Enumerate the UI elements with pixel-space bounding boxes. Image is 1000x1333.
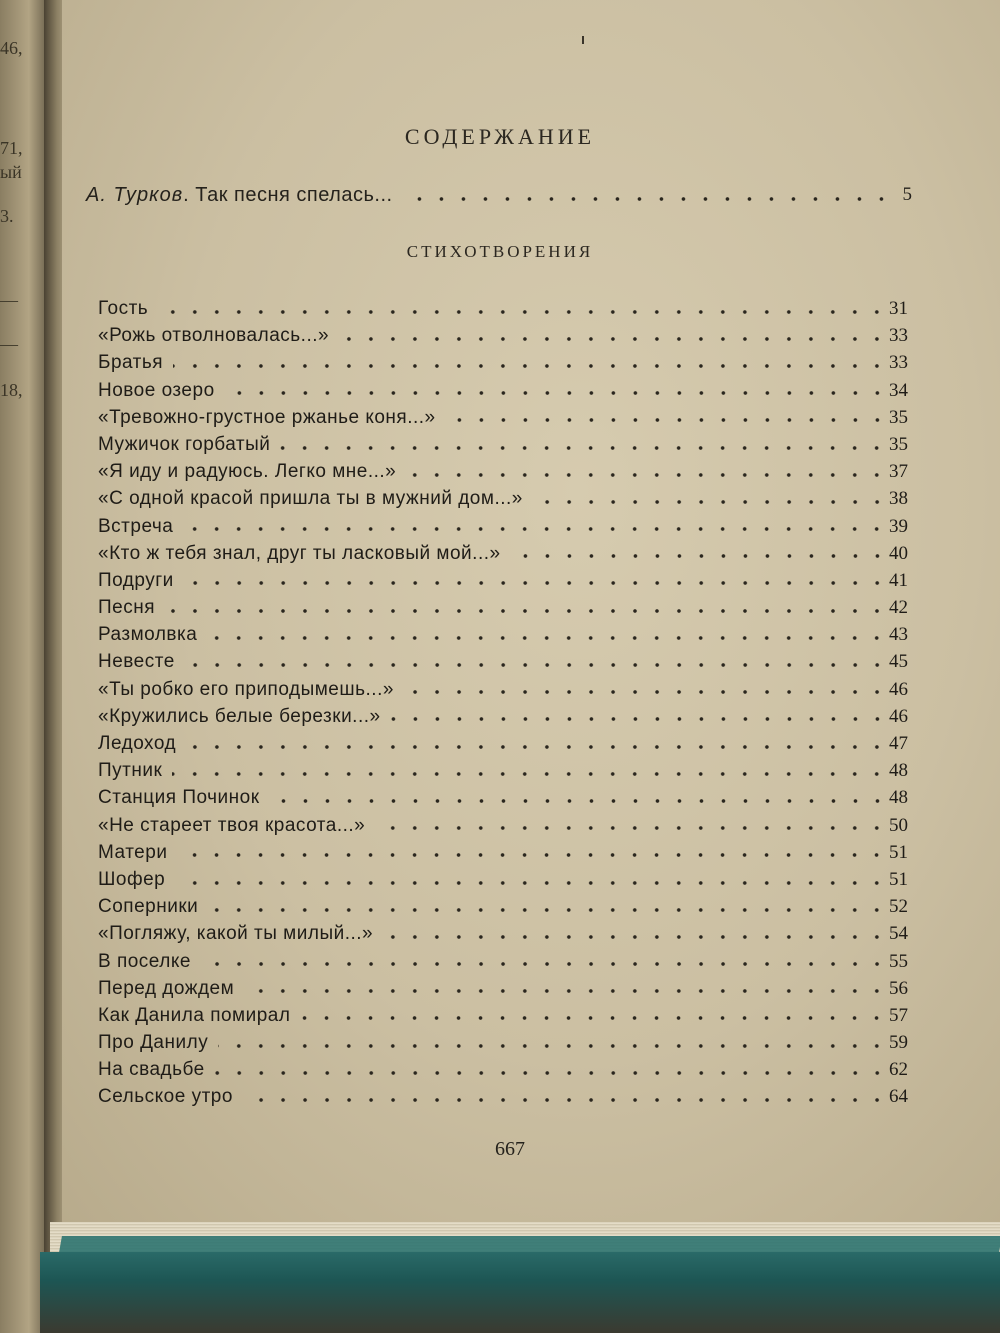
toc-entry[interactable] xyxy=(98,325,908,352)
entry-page: 41 xyxy=(889,569,908,591)
book-cover xyxy=(40,1252,1000,1333)
entry-page: 38 xyxy=(889,488,908,510)
left-fragment: 3. xyxy=(0,206,14,226)
toc-entry[interactable] xyxy=(98,978,908,1005)
leader-dots xyxy=(375,823,888,833)
toc-entry[interactable] xyxy=(98,787,908,814)
entry-title: Путник xyxy=(98,760,163,782)
entry-page: 52 xyxy=(889,896,908,918)
leader-dots xyxy=(207,633,888,643)
toc-entry[interactable] xyxy=(98,733,908,760)
entry-title: Размолвка xyxy=(98,624,198,646)
leader-dots xyxy=(243,1095,888,1105)
entry-title: Перед дождем xyxy=(98,977,235,999)
entry-page: 62 xyxy=(889,1059,908,1081)
entry-page: 42 xyxy=(889,597,908,619)
entry-title: «Кто ж тебя знал, друг ты ласковый мой...» xyxy=(98,542,501,564)
left-fragment: — xyxy=(0,290,18,310)
preface-author: А. Турков xyxy=(86,184,184,206)
toc-entry[interactable] xyxy=(98,869,908,896)
entry-page: 46 xyxy=(889,678,908,700)
toc-entry[interactable] xyxy=(98,461,908,488)
toc-entry[interactable] xyxy=(98,923,908,950)
entry-page: 33 xyxy=(889,352,908,374)
entry-page: 35 xyxy=(889,433,908,455)
leader-dots xyxy=(172,769,888,779)
preface-entry[interactable] xyxy=(86,184,912,214)
toc-entry[interactable] xyxy=(98,651,908,678)
left-fragment: 18, xyxy=(0,380,23,400)
entry-title: «С одной красой пришла ты в мужний дом...» xyxy=(98,488,523,510)
entry-page: 55 xyxy=(889,950,908,972)
entry-page: 45 xyxy=(889,651,908,673)
entry-title: На свадьбе xyxy=(98,1059,205,1081)
entry-title: Гость xyxy=(98,298,149,319)
toc-entry[interactable] xyxy=(98,951,908,978)
entry-page: 48 xyxy=(889,760,908,782)
leader-dots xyxy=(201,959,888,969)
entry-page: 57 xyxy=(889,1004,908,1026)
toc-entry[interactable] xyxy=(98,543,908,570)
entry-page: 35 xyxy=(889,406,908,428)
entry-title: Ледоход xyxy=(98,733,177,754)
toc-entry[interactable] xyxy=(98,488,908,515)
entry-title: Как Данила помирал xyxy=(98,1004,291,1026)
toc-entry[interactable] xyxy=(98,1032,908,1059)
leader-dots xyxy=(158,307,888,317)
entry-title: «Кружились белые березки...» xyxy=(98,705,381,727)
entry-page: 64 xyxy=(889,1086,908,1108)
entry-title: Новое озеро xyxy=(98,379,215,401)
entry-page: 34 xyxy=(889,379,908,401)
print-mark xyxy=(582,36,584,44)
leader-dots xyxy=(270,796,888,806)
toc-entry[interactable] xyxy=(98,815,908,842)
entry-title: Соперники xyxy=(98,896,199,918)
toc-entry[interactable] xyxy=(98,760,908,787)
entry-title: Матери xyxy=(98,841,168,863)
leader-dots xyxy=(184,578,888,588)
entry-title: «Рожь отволновалась...» xyxy=(98,325,330,347)
entry-page: 40 xyxy=(889,542,908,564)
entry-title: Невесте xyxy=(98,651,175,673)
leader-dots xyxy=(186,742,888,752)
entry-page: 51 xyxy=(889,868,908,890)
entry-page: 46 xyxy=(889,705,908,727)
toc-entry[interactable] xyxy=(98,624,908,651)
toc-entry[interactable] xyxy=(98,842,908,869)
entry-title: «Тревожно-грустное ржанье коня...» xyxy=(98,406,436,428)
entry-title: Станция Починок xyxy=(98,787,260,809)
entry-page: 33 xyxy=(889,325,908,347)
section-heading: СТИХОТВОРЕНИЯ xyxy=(406,242,594,261)
toc-entry[interactable] xyxy=(98,679,908,706)
toc-entry[interactable] xyxy=(98,1059,908,1086)
leader-dots xyxy=(404,687,888,697)
left-fragment: 71, xyxy=(0,138,23,158)
entry-title: Песня xyxy=(98,597,156,619)
entry-title: «Погляжу, какой ты милый...» xyxy=(98,923,374,945)
entry-page: 47 xyxy=(889,733,908,754)
left-page-edge xyxy=(0,0,48,1333)
page-number: 667 xyxy=(495,1138,525,1160)
entry-title: Братья xyxy=(98,352,164,374)
leader-dots xyxy=(173,361,888,371)
entry-page: 43 xyxy=(889,624,908,646)
leader-dots xyxy=(511,551,888,561)
entry-page: 56 xyxy=(889,977,908,999)
entry-page: 50 xyxy=(889,814,908,836)
toc-entry[interactable] xyxy=(98,597,908,624)
table-of-contents xyxy=(98,298,908,1114)
entry-page: 48 xyxy=(889,787,908,809)
toc-entry[interactable] xyxy=(98,896,908,923)
toc-entry[interactable] xyxy=(98,298,908,325)
entry-page: 39 xyxy=(889,515,908,537)
entry-title: В поселке xyxy=(98,950,191,972)
leader-dots xyxy=(446,415,888,425)
leader-dots xyxy=(300,1013,888,1023)
entry-title: Подруги xyxy=(98,569,174,591)
leader-dots xyxy=(183,524,888,534)
toc-entry[interactable] xyxy=(98,706,908,733)
left-fragment: — xyxy=(0,334,18,354)
toc-entry[interactable] xyxy=(98,407,908,434)
left-fragment: 46, xyxy=(0,38,23,58)
entry-title: «Я иду и радуюсь. Легко мне...» xyxy=(98,461,397,483)
toc-entry[interactable] xyxy=(98,1086,908,1113)
leader-dots xyxy=(165,606,888,616)
leader-dots xyxy=(175,878,888,888)
leader-dots xyxy=(406,470,888,480)
preface-title: . Так песня спелась... xyxy=(183,184,393,206)
entry-title: Мужичок горбатый xyxy=(98,433,271,455)
entry-title: «Ты робко его приподымешь...» xyxy=(98,678,394,700)
entry-title: Шофер xyxy=(98,868,166,890)
leader-dots xyxy=(533,497,888,507)
toc-entry[interactable] xyxy=(98,516,908,543)
entry-page: 51 xyxy=(889,841,908,863)
entry-page: 59 xyxy=(889,1032,908,1054)
entry-title: Про Данилу xyxy=(98,1032,209,1054)
leader-dots xyxy=(208,905,888,915)
toc-entry[interactable] xyxy=(98,434,908,461)
entry-title: Сельское утро xyxy=(98,1086,233,1108)
entry-title: «Не стареет твоя красота...» xyxy=(98,814,366,836)
leader-dots xyxy=(225,388,888,398)
entry-title: Встреча xyxy=(98,515,174,537)
toc-entry[interactable] xyxy=(98,570,908,597)
leader-dots xyxy=(403,194,892,204)
page-title: СОДЕРЖАНИЕ xyxy=(404,124,596,149)
toc-entry[interactable] xyxy=(98,1005,908,1032)
entry-page: 37 xyxy=(889,461,908,483)
toc-entry[interactable] xyxy=(98,352,908,379)
leader-dots xyxy=(244,986,888,996)
entry-page: 54 xyxy=(889,923,908,945)
preface-page: 5 xyxy=(902,184,912,205)
leader-dots xyxy=(280,443,888,453)
entry-page: 31 xyxy=(889,298,908,319)
leader-dots xyxy=(391,714,888,724)
leader-dots xyxy=(383,932,888,942)
leader-dots xyxy=(177,850,888,860)
toc-entry[interactable] xyxy=(98,380,908,407)
leader-dots xyxy=(215,1068,888,1078)
leader-dots xyxy=(185,660,888,670)
leader-dots xyxy=(218,1041,888,1051)
leader-dots xyxy=(339,334,888,344)
left-fragment: ый xyxy=(0,162,22,182)
